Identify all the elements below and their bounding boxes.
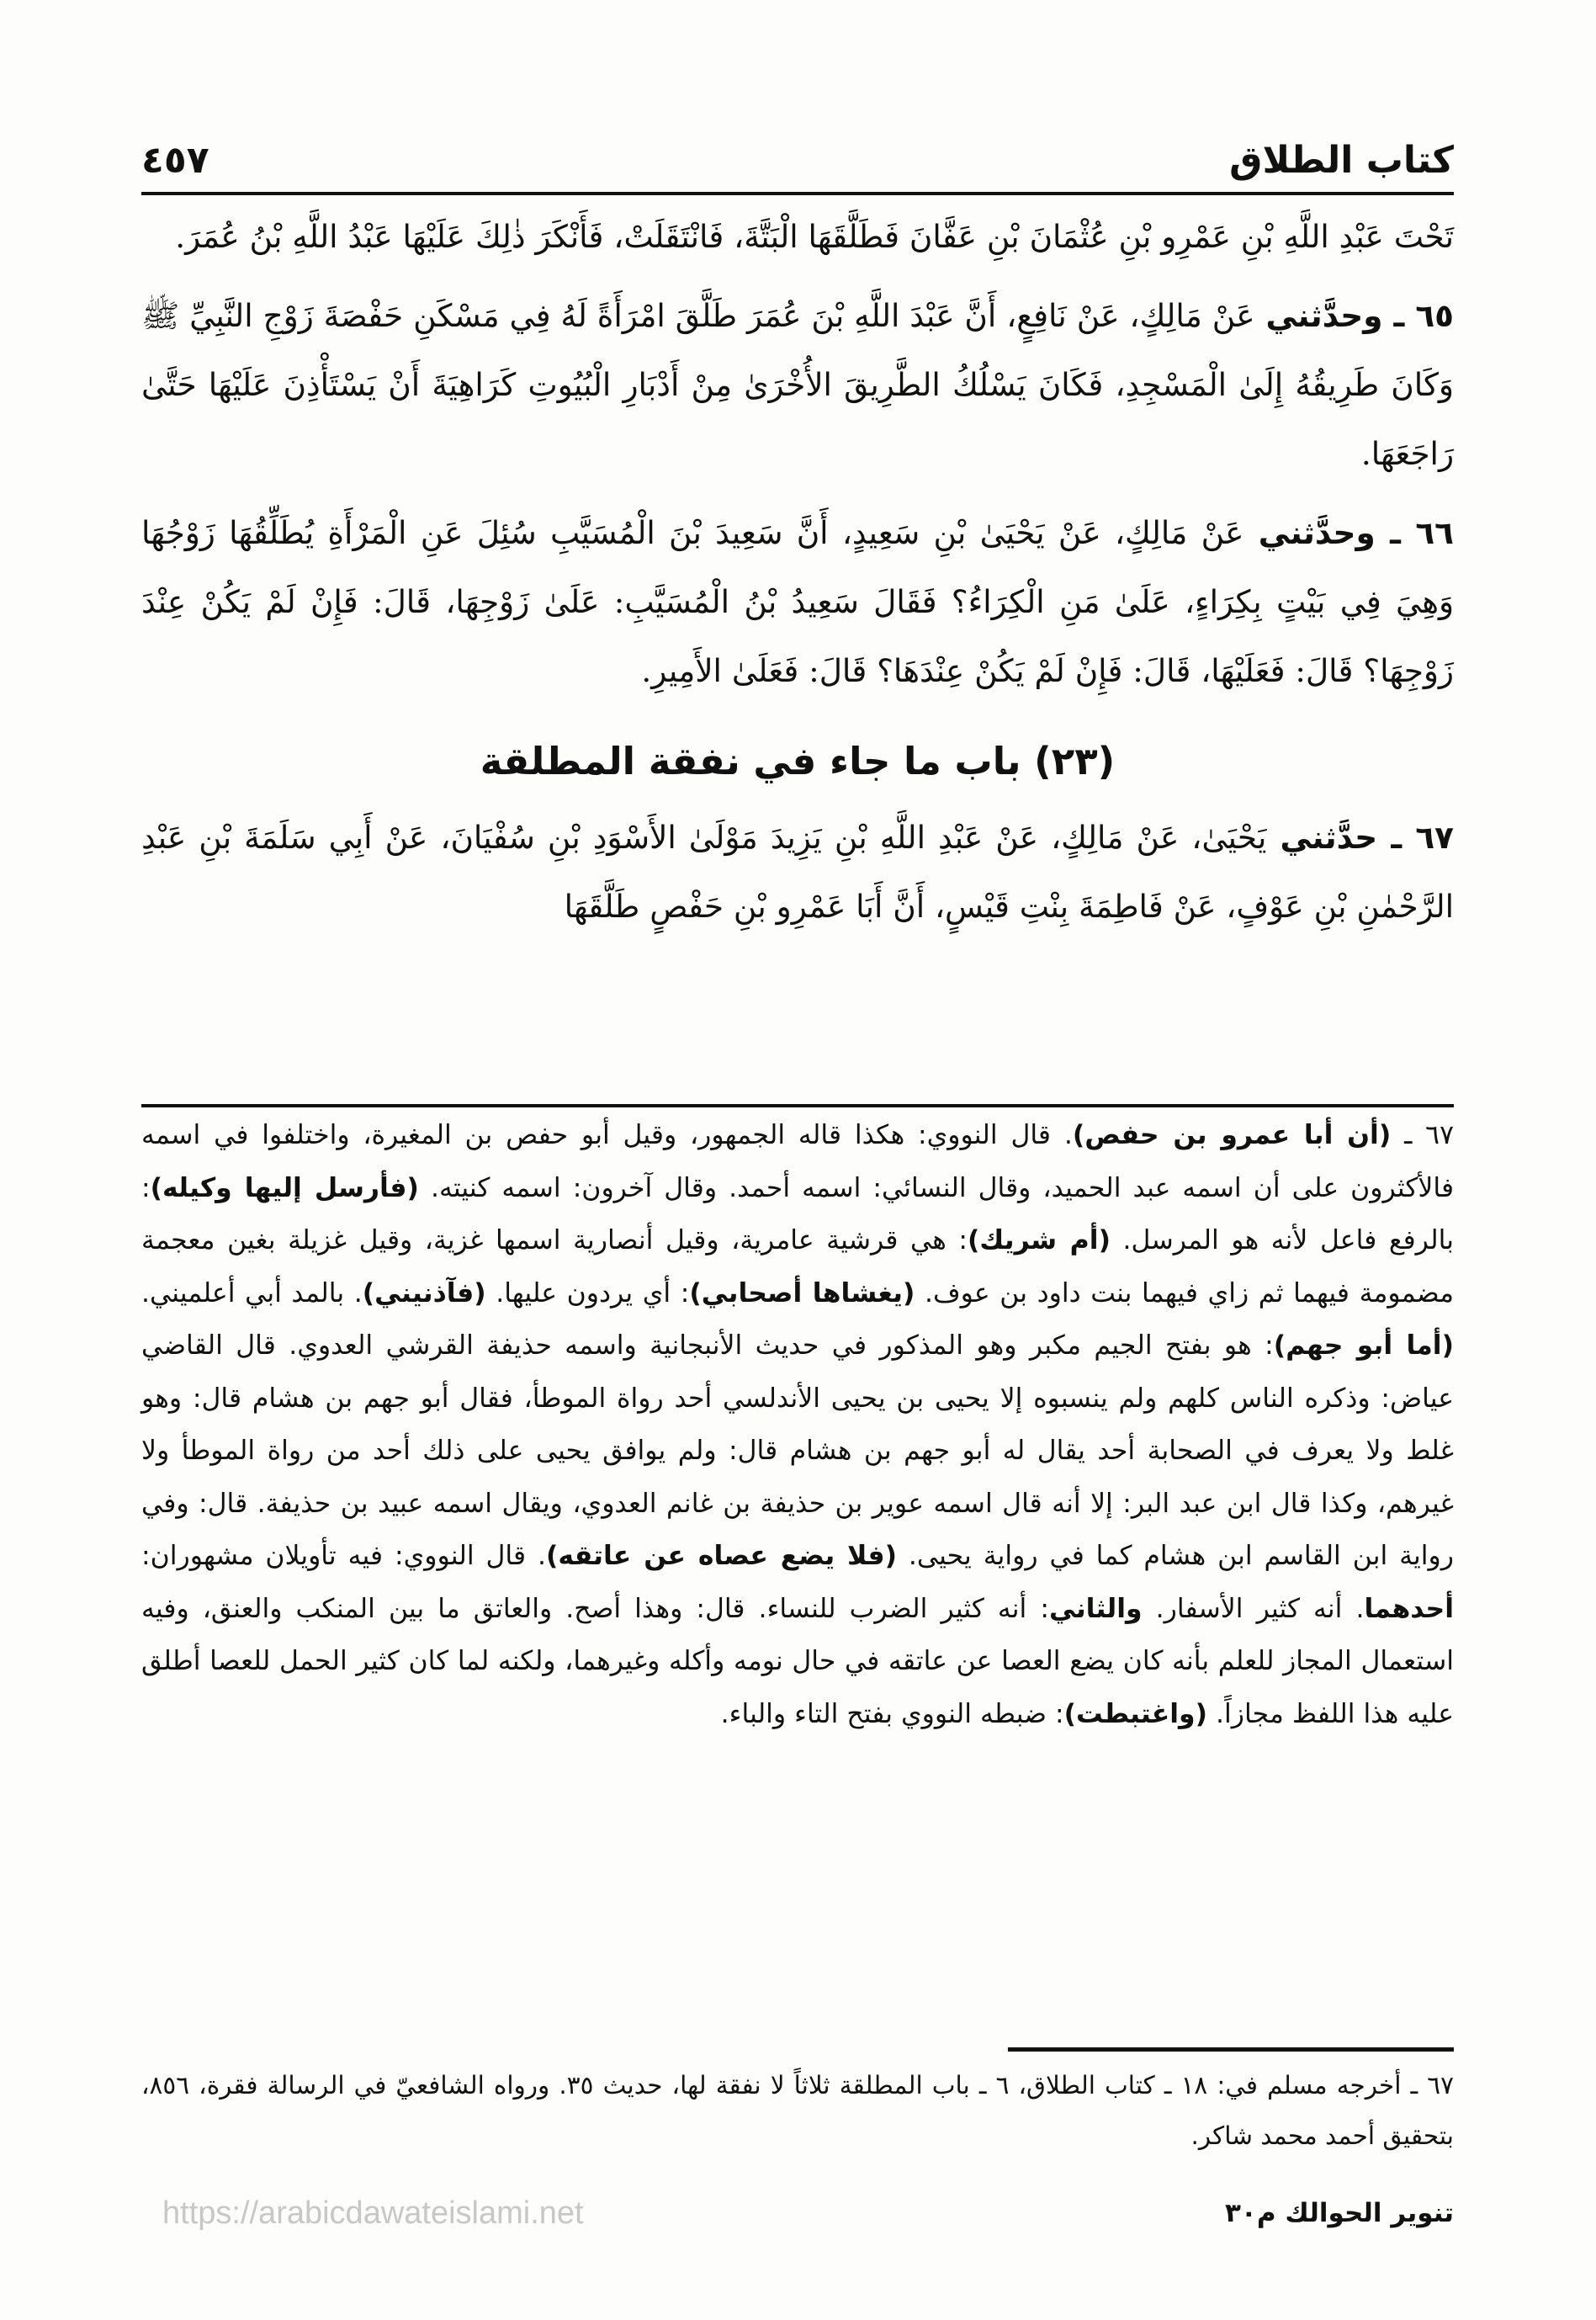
header-rule <box>141 192 1454 195</box>
commentary <box>141 1109 1454 1740</box>
footnote <box>141 2060 1454 2161</box>
commentary-term: (أما أبو جهم) <box>1273 1330 1454 1361</box>
continuation-paragraph: تَحْتَ عَبْدِ اللَّهِ بْنِ عَمْرِو بْنِ عُثْمَانَ بْنِ عَفَّانَ فَطَلَّقَهَا الْبَتَّةَ، فَانْتَقَلَتْ، فَأَنْكَرَ ذٰلِكَ عَلَيْهَا عَبْدُ اللَّهِ بْنُ عُمَرَ. <box>175 218 1454 255</box>
page-header <box>141 114 1454 182</box>
main-text <box>141 202 1454 941</box>
hadith-65-text: عَنْ مَالِكٍ، عَنْ نَافِعٍ، أَنَّ عَبْدَ اللَّهِ بْنَ عُمَرَ طَلَّقَ امْرَأَةً لَهُ فِي مَسْكَنِ حَفْصَةَ زَوْجِ النَّبِيِّ ﷺ وَكَانَ طَرِيقُهُ إِلَىٰ الْمَسْجِدِ، فَكَانَ يَسْلُكُ الطَّرِيقَ الأُخْرَىٰ مِنْ أَدْبَارِ الْبُيُوتِ كَرَاهِيَةَ أَنْ يَسْتَأْذِنَ عَلَيْهَا حَتَّىٰ رَاجَعَهَا. <box>141 297 1454 472</box>
running-title: كتاب الطلاق <box>1229 139 1454 182</box>
commentary-rule <box>141 1104 1454 1107</box>
hadith-66 <box>141 498 1454 705</box>
commentary-term: (يغشاها أصحابي) <box>689 1277 915 1309</box>
hadith-67 <box>141 803 1454 941</box>
footnote-rule <box>1008 2047 1454 2052</box>
page-footer <box>141 2188 1454 2238</box>
commentary-term: (فآذنيني) <box>362 1277 486 1309</box>
hadith-66-text: عَنْ مَالِكٍ، عَنْ يَحْيَىٰ بْنِ سَعِيدٍ، أَنَّ سَعِيدَ بْنَ الْمُسَيَّبِ سُئِلَ عَنِ الْمَرْأَةِ يُطَلِّقُهَا زَوْجُهَا وَهِيَ فِي بَيْتٍ بِكِرَاءٍ، عَلَىٰ مَنِ الْكِرَاءُ؟ فَقَالَ سَعِيدُ بْنُ الْمُسَيَّبِ: عَلَىٰ زَوْجِهَا، قَالَ: فَإِنْ لَمْ يَكُنْ عِنْدَ زَوْجِهَا؟ قَالَ: فَعَلَيْهَا، قَالَ: فَإِنْ لَمْ يَكُنْ عِنْدَهَا؟ قَالَ: فَعَلَىٰ الأَمِيرِ. <box>141 514 1454 689</box>
commentary-term: (أم شريك) <box>968 1225 1111 1256</box>
chapter-heading: (٢٣) باب ما جاء في نفقة المطلقة <box>480 739 1116 783</box>
commentary-term: (فأرسل إليها وكيله) <box>150 1172 419 1203</box>
commentary-paragraph: ٦٧ ـ (أن أبا عمرو بن حفص). قال النووي: هكذا قاله الجمهور، وقيل أبو حفص بن المغيرة، واختلفوا في اسمه فالأكثرون على أن اسمه عبد الحميد، وقال النسائي: اسمه أحمد. وقال آخرون: اسمه كنيته. (فأرسل إليها وكيله): بالرفع فاعل لأنه هو المرسل. (أم شريك): هي قرشية عامرية، وقيل أنصارية اسمها غزية، وقيل غزيلة بغين معجمة مضمومة فيهما ثم زاي فيهما بنت داود بن عوف. (يغشاها أصحابي): أي يردون عليها. (فآذنيني). بالمد أبي أعلميني. (أما أبو جهم): هو بفتح الجيم مكبر وهو المذكور في حديث الأنبجانية واسمه حذيفة القرشي العدوي. قال القاضي عياض: وذكره الناس كلهم ولم ينسبوه إلا يحيى بن يحيى الأندلسي أحد رواة الموطأ، فقال أبو جهم بن هشام قال: وهو غلط ولا يعرف في الصحابة أحد يقال له أبو جهم بن هشام قال: ولم يوافق يحيى على ذلك أحد من رواة الموطأ ولا غيرهم، وكذا قال ابن عبد البر: إلا أنه قال اسمه عوير بن حذيفة بن غانم العدوي، ويقال اسمه عبيد بن حذيفة. قال: وفي رواية ابن القاسم ابن هشام كما في رواية يحيى. (فلا يضع عصاه عن عاتقه). قال النووي: فيه تأويلان مشهوران: أحدهما. أنه كثير الأسفار. والثاني: أنه كثير الضرب للنساء. قال: وهذا أصح. والعاتق ما بين المنكب والعنق، وفيه استعمال المجاز للعلم بأنه كان يضع العصا عن عاتقه في حال نومه وأكله وغيرهما، ولكنه لما كان كثير الحمل للعصا أطلق عليه هذا اللفظ مجازاً. (واغتبطت): ضبطه النووي بفتح التاء والباء. <box>141 1120 1455 1729</box>
commentary-term: أحدهما <box>1364 1593 1454 1624</box>
signature-mark: تنوير الحوالك م٣٠ <box>1225 2198 1454 2228</box>
page-number: ٤٥٧ <box>141 139 209 182</box>
hadith-66-lead: ٦٦ ـ وحدَّثني <box>1243 514 1454 551</box>
hadith-65 <box>141 281 1454 488</box>
hadith-67-text: يَحْيَىٰ، عَنْ مَالِكٍ، عَنْ عَبْدِ اللَّهِ بْنِ يَزِيدَ مَوْلَىٰ الأَسْوَدِ بْنِ سُفْيَانَ، عَنْ أَبِي سَلَمَةَ بْنِ عَبْدِ الرَّحْمٰنِ بْنِ عَوْفٍ، عَنْ فَاطِمَةَ بِنْتِ قَيْسٍ، أَنَّ أَبَا عَمْرِو بْنِ حَفْصٍ طَلَّقَهَا <box>141 819 1454 925</box>
watermark-url: https://arabicdawateislami.net <box>162 2195 584 2231</box>
commentary-term: (واغتبطت) <box>1063 1698 1208 1729</box>
hadith-65-lead: ٦٥ ـ وحدَّثني <box>1254 297 1454 334</box>
footnote-text: ٦٧ ـ أخرجه مسلم في: ١٨ ـ كتاب الطلاق، ٦ ـ باب المطلقة ثلاثاً لا نفقة لها، حديث ٣٥. ورواه الشافعيّ في الرسالة فقرة، ٨٥٦، بتحقيق أحمد محمد شاكر. <box>141 2071 1454 2150</box>
commentary-term: والثاني <box>1048 1593 1143 1624</box>
commentary-term: (فلا يضع عصاه عن عاتقه) <box>545 1541 897 1571</box>
hadith-67-lead: ٦٧ ـ حدَّثني <box>1266 819 1454 856</box>
commentary-term: (أن أبا عمرو بن حفص) <box>1072 1120 1392 1150</box>
